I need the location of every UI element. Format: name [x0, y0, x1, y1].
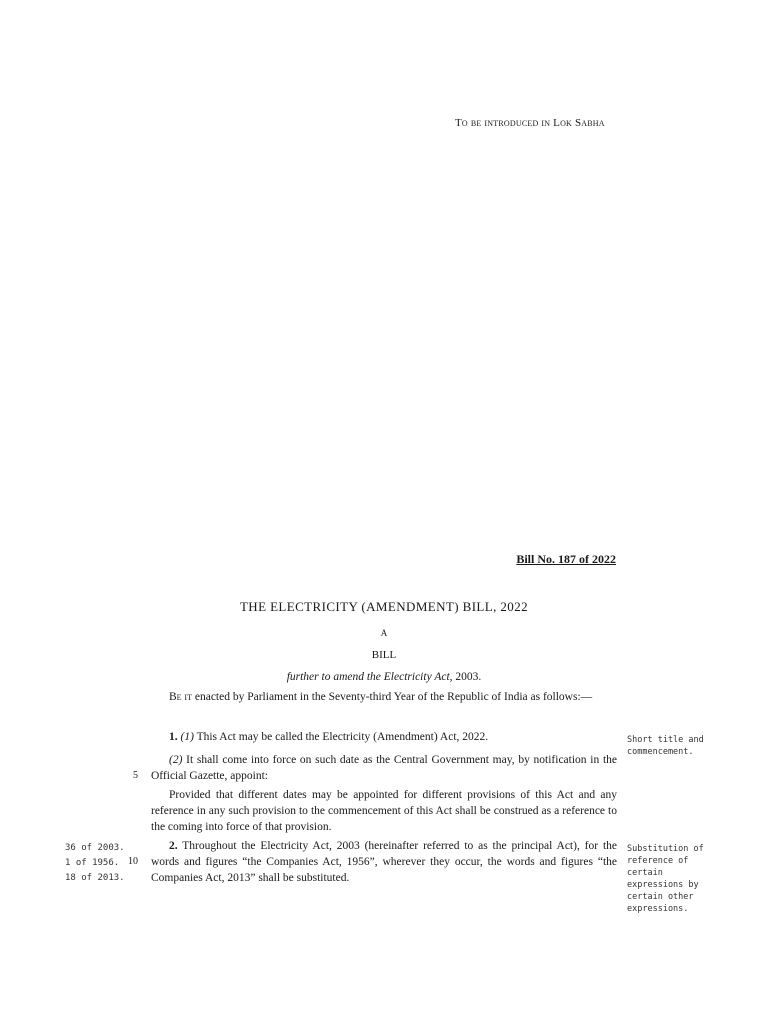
enacting-lead: Be it: [169, 691, 192, 703]
line-number-10: 10: [128, 856, 138, 867]
long-title-italic: further to amend the Electricity Act,: [286, 671, 453, 683]
enacting-formula: [151, 689, 617, 705]
bill-title: THE ELECTRICITY (AMENDMENT) BILL, 2022: [239, 599, 529, 614]
subsection-2-number: (2): [169, 754, 183, 766]
bill-label: BILL: [371, 649, 397, 661]
section-1-subsection-1: [151, 729, 617, 745]
section-2-paragraph: [151, 838, 617, 886]
marginal-note-section-2: Substitution of reference of certain expressions by certain other expressions.: [627, 844, 704, 914]
proviso-paragraph: Provided that different dates may be appointed for different provisions of this Act and any reference in any such provision to the commencement of this Act shall be construed as a reference to the coming into force of that provision.: [151, 789, 617, 833]
bill-article: A: [380, 628, 388, 638]
subsection-1-text: This Act may be called the Electricity (Amendment) Act, 2022.: [193, 731, 489, 743]
introduction-line: To be introduced in Lok Sabha: [455, 117, 605, 129]
long-title-year: 2003.: [452, 671, 482, 683]
subsection-1-number: (1): [180, 731, 194, 743]
left-reference-3: 18 of 2013.: [65, 873, 125, 883]
left-reference-2: 1 of 1956.: [65, 858, 120, 868]
long-title: [0, 671, 768, 683]
section-2-text: Throughout the Electricity Act, 2003 (hereinafter referred to as the principal Act), for the words and figures “the Companies Act, 1956”, wherever they occur, the words and figures “the Companies Act, 2013” shall be substituted.: [151, 840, 617, 884]
marginal-note-section-1: Short title and commencement.: [627, 735, 704, 757]
section-1-subsection-2: [151, 752, 617, 784]
subsection-2-text: It shall come into force on such date as the Central Government may, by notification in the Official Gazette, appoint:: [151, 754, 617, 782]
bill-number: Bill No. 187 of 2022: [516, 552, 616, 566]
left-reference-1: 36 of 2003.: [65, 843, 125, 853]
section-1-number: 1.: [169, 731, 178, 743]
line-number-5: 5: [133, 770, 138, 781]
enacting-text: enacted by Parliament in the Seventy-third Year of the Republic of India as follows:—: [191, 691, 593, 703]
section-2-number: 2.: [169, 840, 178, 852]
